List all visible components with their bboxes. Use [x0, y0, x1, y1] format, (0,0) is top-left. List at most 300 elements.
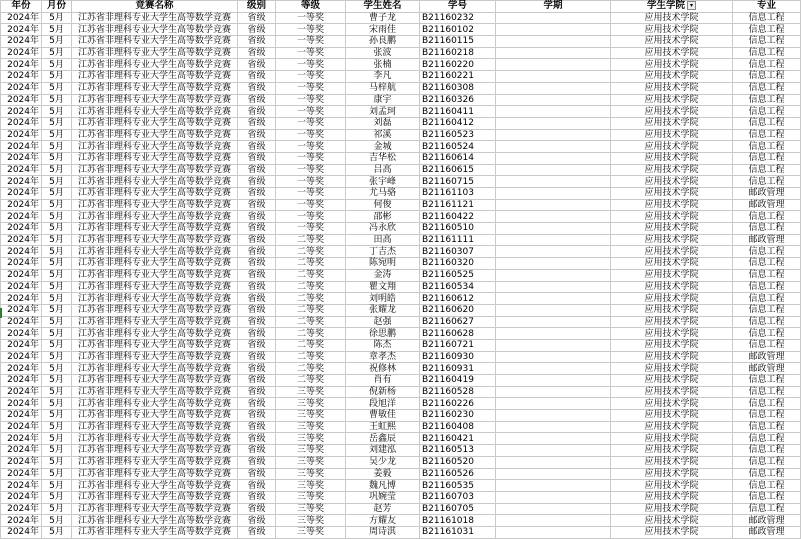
cell-level[interactable]: 省级	[238, 152, 276, 164]
cell-grade[interactable]: 一等奖	[276, 199, 346, 211]
cell-major[interactable]: 信息工程	[733, 94, 801, 106]
cell-contest[interactable]: 江苏省非理科专业大学生高等数学竞赛	[72, 12, 238, 24]
header-college[interactable]	[611, 1, 733, 13]
cell-grade[interactable]: 一等奖	[276, 24, 346, 36]
cell-month[interactable]: 5月	[42, 36, 72, 48]
cell-term[interactable]	[496, 375, 611, 387]
cell-month[interactable]: 5月	[42, 468, 72, 480]
cell-term[interactable]	[496, 152, 611, 164]
cell-sid[interactable]: B21160326	[420, 94, 496, 106]
cell-sid[interactable]: B21160526	[420, 468, 496, 480]
cell-contest[interactable]: 江苏省非理科专业大学生高等数学竞赛	[72, 281, 238, 293]
cell-term[interactable]	[496, 47, 611, 59]
cell-name[interactable]: 王虹熙	[346, 421, 420, 433]
cell-level[interactable]: 省级	[238, 141, 276, 153]
cell-grade[interactable]: 二等奖	[276, 234, 346, 246]
cell-major[interactable]: 信息工程	[733, 386, 801, 398]
cell-college[interactable]: 应用技术学院	[611, 246, 733, 258]
cell-major[interactable]: 邮政管理	[733, 515, 801, 527]
cell-grade[interactable]: 一等奖	[276, 164, 346, 176]
cell-major[interactable]: 信息工程	[733, 480, 801, 492]
cell-name[interactable]: 尤马骆	[346, 188, 420, 200]
cell-major[interactable]: 信息工程	[733, 106, 801, 118]
cell-sid[interactable]: B21160612	[420, 293, 496, 305]
cell-term[interactable]	[496, 526, 611, 538]
cell-grade[interactable]: 三等奖	[276, 398, 346, 410]
cell-college[interactable]: 应用技术学院	[611, 141, 733, 153]
cell-contest[interactable]: 江苏省非理科专业大学生高等数学竞赛	[72, 351, 238, 363]
cell-sid[interactable]: B21160525	[420, 269, 496, 281]
cell-college[interactable]: 应用技术学院	[611, 339, 733, 351]
cell-college[interactable]: 应用技术学院	[611, 71, 733, 83]
cell-level[interactable]: 省级	[238, 106, 276, 118]
cell-grade[interactable]: 三等奖	[276, 386, 346, 398]
cell-sid[interactable]: B21160528	[420, 386, 496, 398]
cell-college[interactable]: 应用技术学院	[611, 421, 733, 433]
cell-major[interactable]: 信息工程	[733, 375, 801, 387]
cell-name[interactable]: 肖有	[346, 375, 420, 387]
cell-level[interactable]: 省级	[238, 398, 276, 410]
cell-name[interactable]: 张楠	[346, 59, 420, 71]
cell-college[interactable]: 应用技术学院	[611, 526, 733, 538]
cell-name[interactable]: 丁吉杰	[346, 246, 420, 258]
cell-major[interactable]: 邮政管理	[733, 526, 801, 538]
cell-term[interactable]	[496, 480, 611, 492]
cell-level[interactable]: 省级	[238, 164, 276, 176]
cell-year[interactable]: 2024年	[1, 503, 42, 515]
cell-grade[interactable]: 三等奖	[276, 421, 346, 433]
cell-year[interactable]: 2024年	[1, 293, 42, 305]
cell-level[interactable]: 省级	[238, 386, 276, 398]
cell-month[interactable]: 5月	[42, 129, 72, 141]
cell-grade[interactable]: 二等奖	[276, 258, 346, 270]
cell-month[interactable]: 5月	[42, 269, 72, 281]
cell-term[interactable]	[496, 234, 611, 246]
cell-level[interactable]: 省级	[238, 12, 276, 24]
cell-month[interactable]: 5月	[42, 24, 72, 36]
cell-grade[interactable]: 二等奖	[276, 363, 346, 375]
cell-year[interactable]: 2024年	[1, 269, 42, 281]
cell-term[interactable]	[496, 515, 611, 527]
cell-year[interactable]: 2024年	[1, 246, 42, 258]
cell-month[interactable]: 5月	[42, 386, 72, 398]
cell-name[interactable]: 祁溪	[346, 129, 420, 141]
cell-sid[interactable]: B21160930	[420, 351, 496, 363]
cell-term[interactable]	[496, 199, 611, 211]
cell-term[interactable]	[496, 328, 611, 340]
cell-sid[interactable]: B21160411	[420, 106, 496, 118]
cell-grade[interactable]: 二等奖	[276, 351, 346, 363]
cell-major[interactable]: 信息工程	[733, 456, 801, 468]
cell-month[interactable]: 5月	[42, 421, 72, 433]
cell-sid[interactable]: B21160628	[420, 328, 496, 340]
cell-sid[interactable]: B21160320	[420, 258, 496, 270]
cell-contest[interactable]: 江苏省非理科专业大学生高等数学竞赛	[72, 398, 238, 410]
cell-year[interactable]: 2024年	[1, 328, 42, 340]
cell-name[interactable]: 段旭洋	[346, 398, 420, 410]
cell-year[interactable]: 2024年	[1, 375, 42, 387]
cell-year[interactable]: 2024年	[1, 106, 42, 118]
cell-contest[interactable]: 江苏省非理科专业大学生高等数学竞赛	[72, 304, 238, 316]
cell-sid[interactable]: B21160115	[420, 36, 496, 48]
cell-term[interactable]	[496, 398, 611, 410]
cell-sid[interactable]: B21160703	[420, 491, 496, 503]
cell-name[interactable]: 赵强	[346, 316, 420, 328]
cell-contest[interactable]: 江苏省非理科专业大学生高等数学竞赛	[72, 211, 238, 223]
cell-month[interactable]: 5月	[42, 480, 72, 492]
cell-major[interactable]: 信息工程	[733, 316, 801, 328]
cell-name[interactable]: 岳鑫辰	[346, 433, 420, 445]
cell-college[interactable]: 应用技术学院	[611, 12, 733, 24]
cell-level[interactable]: 省级	[238, 211, 276, 223]
cell-year[interactable]: 2024年	[1, 316, 42, 328]
cell-month[interactable]: 5月	[42, 293, 72, 305]
cell-level[interactable]: 省级	[238, 526, 276, 538]
cell-contest[interactable]: 江苏省非理科专业大学生高等数学竞赛	[72, 152, 238, 164]
cell-month[interactable]: 5月	[42, 12, 72, 24]
cell-major[interactable]: 信息工程	[733, 398, 801, 410]
cell-name[interactable]: 张耀龙	[346, 304, 420, 316]
header-level[interactable]: 级别	[238, 1, 276, 13]
cell-month[interactable]: 5月	[42, 47, 72, 59]
cell-year[interactable]: 2024年	[1, 445, 42, 457]
cell-sid[interactable]: B21161031	[420, 526, 496, 538]
header-year[interactable]: 年份	[1, 1, 42, 13]
cell-name[interactable]: 马梓航	[346, 82, 420, 94]
cell-college[interactable]: 应用技术学院	[611, 106, 733, 118]
cell-college[interactable]: 应用技术学院	[611, 117, 733, 129]
cell-contest[interactable]: 江苏省非理科专业大学生高等数学竞赛	[72, 82, 238, 94]
cell-sid[interactable]: B21160422	[420, 211, 496, 223]
cell-college[interactable]: 应用技术学院	[611, 328, 733, 340]
cell-college[interactable]: 应用技术学院	[611, 304, 733, 316]
cell-year[interactable]: 2024年	[1, 24, 42, 36]
cell-year[interactable]: 2024年	[1, 526, 42, 538]
cell-month[interactable]: 5月	[42, 94, 72, 106]
cell-major[interactable]: 信息工程	[733, 223, 801, 235]
cell-sid[interactable]: B21160102	[420, 24, 496, 36]
cell-grade[interactable]: 一等奖	[276, 94, 346, 106]
cell-year[interactable]: 2024年	[1, 94, 42, 106]
cell-sid[interactable]: B21161121	[420, 199, 496, 211]
cell-sid[interactable]: B21160308	[420, 82, 496, 94]
cell-name[interactable]: 刘建泓	[346, 445, 420, 457]
cell-month[interactable]: 5月	[42, 375, 72, 387]
cell-year[interactable]: 2024年	[1, 164, 42, 176]
cell-year[interactable]: 2024年	[1, 82, 42, 94]
cell-contest[interactable]: 江苏省非理科专业大学生高等数学竞赛	[72, 363, 238, 375]
cell-contest[interactable]: 江苏省非理科专业大学生高等数学竞赛	[72, 503, 238, 515]
cell-term[interactable]	[496, 223, 611, 235]
cell-major[interactable]: 邮政管理	[733, 363, 801, 375]
cell-grade[interactable]: 一等奖	[276, 47, 346, 59]
cell-college[interactable]: 应用技术学院	[611, 199, 733, 211]
cell-term[interactable]	[496, 258, 611, 270]
cell-level[interactable]: 省级	[238, 363, 276, 375]
cell-grade[interactable]: 三等奖	[276, 491, 346, 503]
cell-sid[interactable]: B21160523	[420, 129, 496, 141]
cell-major[interactable]: 信息工程	[733, 491, 801, 503]
cell-term[interactable]	[496, 141, 611, 153]
cell-term[interactable]	[496, 211, 611, 223]
cell-month[interactable]: 5月	[42, 199, 72, 211]
cell-name[interactable]: 张波	[346, 47, 420, 59]
cell-contest[interactable]: 江苏省非理科专业大学生高等数学竞赛	[72, 141, 238, 153]
cell-year[interactable]: 2024年	[1, 351, 42, 363]
cell-level[interactable]: 省级	[238, 328, 276, 340]
header-grade[interactable]: 等级	[276, 1, 346, 13]
cell-college[interactable]: 应用技术学院	[611, 386, 733, 398]
cell-year[interactable]: 2024年	[1, 363, 42, 375]
cell-major[interactable]: 信息工程	[733, 117, 801, 129]
cell-month[interactable]: 5月	[42, 164, 72, 176]
cell-month[interactable]: 5月	[42, 234, 72, 246]
cell-college[interactable]: 应用技术学院	[611, 433, 733, 445]
cell-month[interactable]: 5月	[42, 339, 72, 351]
cell-grade[interactable]: 三等奖	[276, 503, 346, 515]
header-major[interactable]: 专业	[733, 1, 801, 13]
cell-year[interactable]: 2024年	[1, 456, 42, 468]
cell-term[interactable]	[496, 188, 611, 200]
filter-dropdown-icon[interactable]: ▾	[687, 1, 696, 10]
cell-month[interactable]: 5月	[42, 71, 72, 83]
cell-year[interactable]: 2024年	[1, 129, 42, 141]
cell-year[interactable]: 2024年	[1, 47, 42, 59]
cell-term[interactable]	[496, 246, 611, 258]
cell-college[interactable]: 应用技术学院	[611, 515, 733, 527]
cell-name[interactable]: 刘明皓	[346, 293, 420, 305]
cell-major[interactable]: 信息工程	[733, 433, 801, 445]
cell-level[interactable]: 省级	[238, 24, 276, 36]
cell-name[interactable]: 曹子龙	[346, 12, 420, 24]
cell-sid[interactable]: B21161103	[420, 188, 496, 200]
cell-level[interactable]: 省级	[238, 293, 276, 305]
cell-month[interactable]: 5月	[42, 188, 72, 200]
cell-major[interactable]: 信息工程	[733, 12, 801, 24]
cell-year[interactable]: 2024年	[1, 71, 42, 83]
cell-college[interactable]: 应用技术学院	[611, 503, 733, 515]
cell-contest[interactable]: 江苏省非理科专业大学生高等数学竞赛	[72, 47, 238, 59]
cell-year[interactable]: 2024年	[1, 468, 42, 480]
cell-month[interactable]: 5月	[42, 503, 72, 515]
cell-major[interactable]: 信息工程	[733, 36, 801, 48]
cell-term[interactable]	[496, 106, 611, 118]
cell-term[interactable]	[496, 164, 611, 176]
cell-sid[interactable]: B21160520	[420, 456, 496, 468]
cell-name[interactable]: 瞿文翔	[346, 281, 420, 293]
cell-year[interactable]: 2024年	[1, 152, 42, 164]
cell-level[interactable]: 省级	[238, 246, 276, 258]
cell-major[interactable]: 信息工程	[733, 269, 801, 281]
cell-major[interactable]: 信息工程	[733, 141, 801, 153]
cell-name[interactable]: 何俊	[346, 199, 420, 211]
cell-contest[interactable]: 江苏省非理科专业大学生高等数学竞赛	[72, 293, 238, 305]
cell-sid[interactable]: B21160615	[420, 164, 496, 176]
cell-name[interactable]: 吉华松	[346, 152, 420, 164]
cell-contest[interactable]: 江苏省非理科专业大学生高等数学竞赛	[72, 199, 238, 211]
cell-term[interactable]	[496, 456, 611, 468]
cell-major[interactable]: 信息工程	[733, 164, 801, 176]
cell-name[interactable]: 方耀友	[346, 515, 420, 527]
cell-month[interactable]: 5月	[42, 152, 72, 164]
cell-contest[interactable]: 江苏省非理科专业大学生高等数学竞赛	[72, 188, 238, 200]
cell-college[interactable]: 应用技术学院	[611, 152, 733, 164]
cell-sid[interactable]: B21160715	[420, 176, 496, 188]
cell-contest[interactable]: 江苏省非理科专业大学生高等数学竞赛	[72, 468, 238, 480]
cell-level[interactable]: 省级	[238, 36, 276, 48]
cell-major[interactable]: 信息工程	[733, 24, 801, 36]
cell-name[interactable]: 吕高	[346, 164, 420, 176]
cell-level[interactable]: 省级	[238, 503, 276, 515]
cell-level[interactable]: 省级	[238, 94, 276, 106]
cell-name[interactable]: 周诗淇	[346, 526, 420, 538]
cell-grade[interactable]: 三等奖	[276, 445, 346, 457]
cell-name[interactable]: 李凡	[346, 71, 420, 83]
cell-month[interactable]: 5月	[42, 328, 72, 340]
cell-term[interactable]	[496, 71, 611, 83]
cell-grade[interactable]: 二等奖	[276, 246, 346, 258]
cell-college[interactable]: 应用技术学院	[611, 456, 733, 468]
cell-year[interactable]: 2024年	[1, 281, 42, 293]
cell-grade[interactable]: 三等奖	[276, 480, 346, 492]
cell-grade[interactable]: 二等奖	[276, 339, 346, 351]
cell-term[interactable]	[496, 269, 611, 281]
cell-name[interactable]: 祝修林	[346, 363, 420, 375]
cell-term[interactable]	[496, 491, 611, 503]
cell-year[interactable]: 2024年	[1, 188, 42, 200]
cell-month[interactable]: 5月	[42, 106, 72, 118]
cell-contest[interactable]: 江苏省非理科专业大学生高等数学竞赛	[72, 526, 238, 538]
cell-level[interactable]: 省级	[238, 351, 276, 363]
cell-year[interactable]: 2024年	[1, 234, 42, 246]
cell-grade[interactable]: 一等奖	[276, 176, 346, 188]
cell-level[interactable]: 省级	[238, 421, 276, 433]
cell-major[interactable]: 信息工程	[733, 281, 801, 293]
cell-major[interactable]: 信息工程	[733, 59, 801, 71]
cell-sid[interactable]: B21160705	[420, 503, 496, 515]
cell-contest[interactable]: 江苏省非理科专业大学生高等数学竞赛	[72, 36, 238, 48]
cell-sid[interactable]: B21160230	[420, 410, 496, 422]
cell-major[interactable]: 邮政管理	[733, 351, 801, 363]
cell-sid[interactable]: B21160620	[420, 304, 496, 316]
cell-grade[interactable]: 一等奖	[276, 59, 346, 71]
cell-month[interactable]: 5月	[42, 304, 72, 316]
cell-contest[interactable]: 江苏省非理科专业大学生高等数学竞赛	[72, 386, 238, 398]
cell-month[interactable]: 5月	[42, 281, 72, 293]
cell-level[interactable]: 省级	[238, 188, 276, 200]
cell-sid[interactable]: B21160232	[420, 12, 496, 24]
cell-grade[interactable]: 三等奖	[276, 410, 346, 422]
cell-grade[interactable]: 二等奖	[276, 269, 346, 281]
cell-term[interactable]	[496, 176, 611, 188]
cell-term[interactable]	[496, 421, 611, 433]
cell-college[interactable]: 应用技术学院	[611, 281, 733, 293]
cell-grade[interactable]: 一等奖	[276, 106, 346, 118]
cell-term[interactable]	[496, 316, 611, 328]
cell-contest[interactable]: 江苏省非理科专业大学生高等数学竞赛	[72, 129, 238, 141]
cell-month[interactable]: 5月	[42, 141, 72, 153]
cell-level[interactable]: 省级	[238, 281, 276, 293]
cell-month[interactable]: 5月	[42, 491, 72, 503]
cell-college[interactable]: 应用技术学院	[611, 293, 733, 305]
cell-major[interactable]: 信息工程	[733, 211, 801, 223]
cell-month[interactable]: 5月	[42, 398, 72, 410]
cell-college[interactable]: 应用技术学院	[611, 363, 733, 375]
cell-name[interactable]: 巩婉莹	[346, 491, 420, 503]
cell-contest[interactable]: 江苏省非理科专业大学生高等数学竞赛	[72, 269, 238, 281]
cell-sid[interactable]: B21160412	[420, 117, 496, 129]
cell-year[interactable]: 2024年	[1, 515, 42, 527]
cell-grade[interactable]: 二等奖	[276, 293, 346, 305]
cell-major[interactable]: 信息工程	[733, 339, 801, 351]
cell-term[interactable]	[496, 36, 611, 48]
cell-year[interactable]: 2024年	[1, 398, 42, 410]
cell-college[interactable]: 应用技术学院	[611, 24, 733, 36]
cell-major[interactable]: 信息工程	[733, 129, 801, 141]
cell-contest[interactable]: 江苏省非理科专业大学生高等数学竞赛	[72, 176, 238, 188]
cell-name[interactable]: 魏凡博	[346, 480, 420, 492]
cell-level[interactable]: 省级	[238, 515, 276, 527]
cell-term[interactable]	[496, 503, 611, 515]
cell-college[interactable]: 应用技术学院	[611, 47, 733, 59]
cell-term[interactable]	[496, 410, 611, 422]
cell-college[interactable]: 应用技术学院	[611, 410, 733, 422]
cell-contest[interactable]: 江苏省非理科专业大学生高等数学竞赛	[72, 491, 238, 503]
cell-level[interactable]: 省级	[238, 410, 276, 422]
cell-year[interactable]: 2024年	[1, 176, 42, 188]
cell-year[interactable]: 2024年	[1, 421, 42, 433]
cell-month[interactable]: 5月	[42, 117, 72, 129]
cell-name[interactable]: 陈宛明	[346, 258, 420, 270]
cell-contest[interactable]: 江苏省非理科专业大学生高等数学竞赛	[72, 246, 238, 258]
cell-year[interactable]: 2024年	[1, 491, 42, 503]
cell-college[interactable]: 应用技术学院	[611, 234, 733, 246]
cell-sid[interactable]: B21161111	[420, 234, 496, 246]
cell-sid[interactable]: B21160931	[420, 363, 496, 375]
cell-year[interactable]: 2024年	[1, 211, 42, 223]
cell-term[interactable]	[496, 339, 611, 351]
cell-year[interactable]: 2024年	[1, 339, 42, 351]
cell-grade[interactable]: 二等奖	[276, 375, 346, 387]
cell-sid[interactable]: B21160534	[420, 281, 496, 293]
cell-name[interactable]: 金涛	[346, 269, 420, 281]
cell-sid[interactable]: B21160218	[420, 47, 496, 59]
cell-contest[interactable]: 江苏省非理科专业大学生高等数学竞赛	[72, 316, 238, 328]
cell-contest[interactable]: 江苏省非理科专业大学生高等数学竞赛	[72, 375, 238, 387]
cell-month[interactable]: 5月	[42, 59, 72, 71]
cell-grade[interactable]: 三等奖	[276, 433, 346, 445]
cell-college[interactable]: 应用技术学院	[611, 59, 733, 71]
cell-name[interactable]: 康宇	[346, 94, 420, 106]
cell-major[interactable]: 信息工程	[733, 258, 801, 270]
cell-level[interactable]: 省级	[238, 480, 276, 492]
cell-grade[interactable]: 二等奖	[276, 304, 346, 316]
cell-name[interactable]: 赵芳	[346, 503, 420, 515]
cell-college[interactable]: 应用技术学院	[611, 398, 733, 410]
cell-contest[interactable]: 江苏省非理科专业大学生高等数学竞赛	[72, 328, 238, 340]
cell-major[interactable]: 信息工程	[733, 293, 801, 305]
cell-college[interactable]: 应用技术学院	[611, 445, 733, 457]
cell-grade[interactable]: 一等奖	[276, 12, 346, 24]
cell-college[interactable]: 应用技术学院	[611, 223, 733, 235]
cell-contest[interactable]: 江苏省非理科专业大学生高等数学竞赛	[72, 234, 238, 246]
cell-term[interactable]	[496, 468, 611, 480]
cell-level[interactable]: 省级	[238, 129, 276, 141]
cell-sid[interactable]: B21160226	[420, 398, 496, 410]
header-month[interactable]: 月份	[42, 1, 72, 13]
cell-major[interactable]: 信息工程	[733, 246, 801, 258]
cell-grade[interactable]: 二等奖	[276, 316, 346, 328]
